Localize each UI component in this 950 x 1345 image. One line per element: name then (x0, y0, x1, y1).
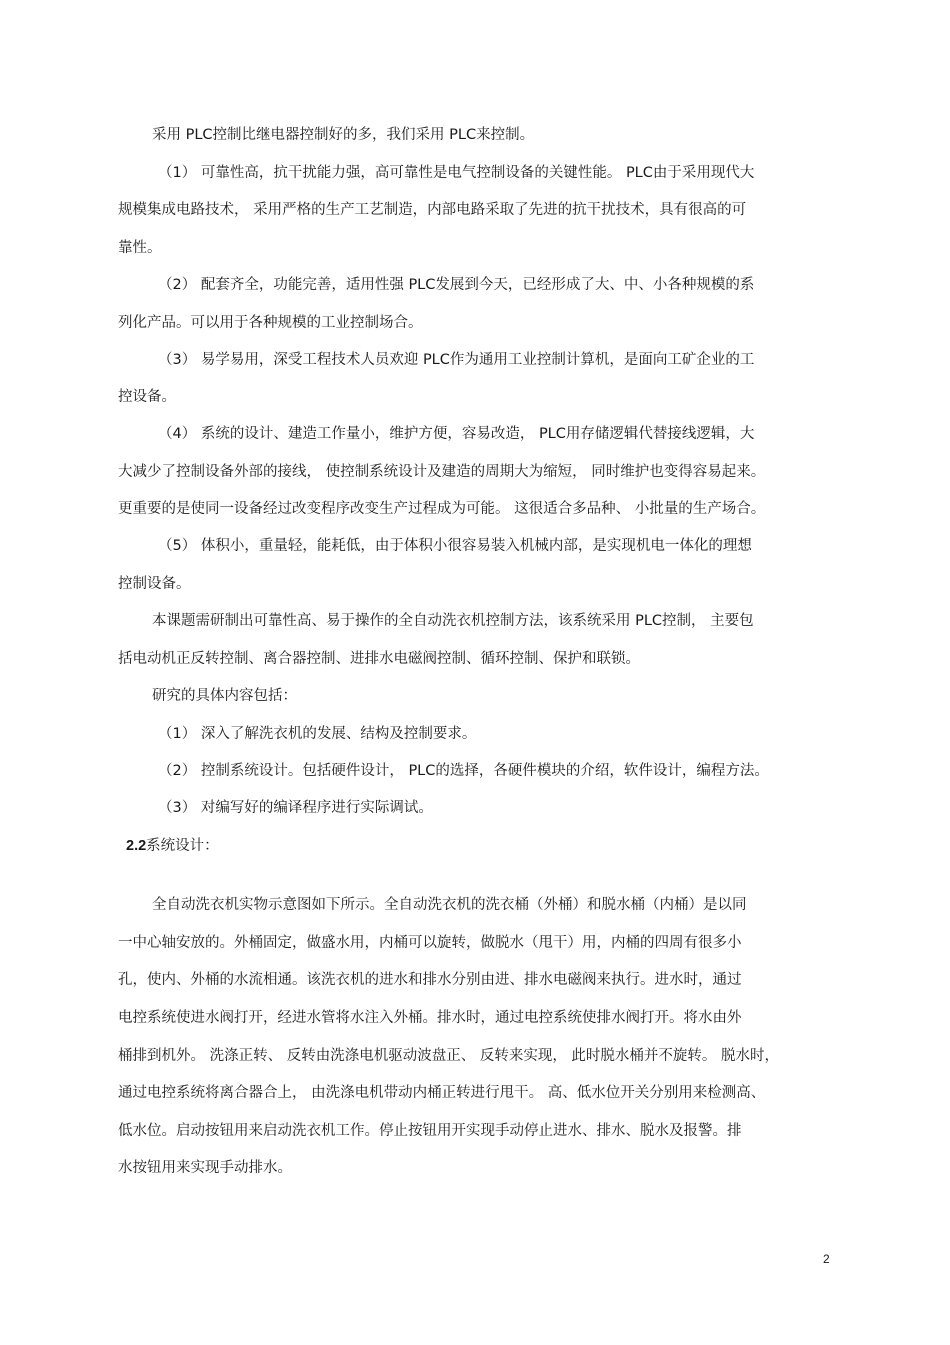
paragraph-line: （1） 深入了解洗衣机的发展、结构及控制要求。 (158, 726, 477, 742)
paragraph-line: 低水位。启动按钮用来启动洗衣机工作。停止按钮用开实现手动停止进水、排水、脱水及报警。排 (118, 1123, 742, 1139)
paragraph-line: 靠性。 (118, 240, 162, 256)
paragraph-line: （3） 易学易用，深受工程技术人员欢迎 PLC作为通用工业控制计算机，是面向工矿企业的工 (158, 352, 755, 368)
paragraph-line: （2） 控制系统设计。包括硬件设计， PLC的选择，各硬件模块的介绍，软件设计，编程方法。 (158, 763, 769, 779)
paragraph-line: （4） 系统的设计、建造工作量小，维护方便，容易改造， PLC用存储逻辑代替接线逻辑，大 (158, 426, 755, 442)
paragraph-line: 规模集成电路技术， 采用严格的生产工艺制造，内部电路采取了先进的抗干扰技术，具有很高的可 (118, 202, 747, 218)
paragraph-line: 列化产品。可以用于各种规模的工业控制场合。 (118, 315, 423, 331)
section-number: 2.2 (126, 838, 147, 854)
section-title: 系统设计： (146, 838, 219, 854)
paragraph-line: 研究的具体内容包括： (152, 688, 297, 704)
paragraph-line: 一中心轴安放的。外桶固定，做盛水用，内桶可以旋转，做脱水（甩干）用，内桶的四周有很多小 (118, 935, 742, 951)
page-number: 2 (823, 1252, 830, 1266)
paragraph-line: 本课题需研制出可靠性高、易于操作的全自动洗衣机控制方法，该系统采用 PLC控制， 主要包 (152, 613, 754, 629)
paragraph-line: 电控系统使进水阀打开，经进水管将水注入外桶。排水时，通过电控系统使排水阀打开。将水由外 (118, 1010, 742, 1026)
paragraph-line: （1） 可靠性高，抗干扰能力强，高可靠性是电气控制设备的关键性能。 PLC由于采用现代大 (158, 165, 755, 181)
paragraph-line: 控制设备。 (118, 576, 191, 592)
paragraph-line: 全自动洗衣机实物示意图如下所示。全自动洗衣机的洗衣桶（外桶）和脱水桶（内桶）是以同 (152, 897, 747, 913)
paragraph-line: 更重要的是使同一设备经过改变程序改变生产过程成为可能。 这很适合多品种、 小批量的生产场合。 (118, 501, 766, 517)
paragraph-line: 括电动机正反转控制、离合器控制、进排水电磁阀控制、循环控制、保护和联锁。 (118, 651, 640, 667)
paragraph-line: （2） 配套齐全，功能完善，适用性强 PLC发展到今天，已经形成了大、中、小各种规模的系 (158, 277, 755, 293)
paragraph-line: （3） 对编写好的编译程序进行实际调试。 (158, 800, 433, 816)
section-heading (126, 836, 219, 856)
paragraph-line: 桶排到机外。 洗涤正转、 反转由洗涤电机驱动波盘正、 反转来实现， 此时脱水桶并不旋转。 脱水时， (118, 1048, 780, 1064)
paragraph-line: 孔，使内、外桶的水流相通。该洗衣机的进水和排水分别由进、排水电磁阀来执行。进水时，通过 (118, 972, 742, 988)
paragraph-line: 采用 PLC控制比继电器控制好的多，我们采用 PLC来控制。 (152, 127, 535, 143)
paragraph-line: 大减少了控制设备外部的接线， 使控制系统设计及建造的周期大为缩短， 同时维护也变得容易起来。 (118, 464, 766, 480)
paragraph-line: 通过电控系统将离合器合上， 由洗涤电机带动内桶正转进行甩干。 高、低水位开关分别用来检测高、 (118, 1085, 766, 1101)
paragraph-line: （5） 体积小，重量轻，能耗低，由于体积小很容易装入机械内部，是实现机电一体化的理想 (158, 538, 752, 554)
paragraph-line: 水按钮用来实现手动排水。 (118, 1160, 292, 1176)
paragraph-line: 控设备。 (118, 389, 176, 405)
